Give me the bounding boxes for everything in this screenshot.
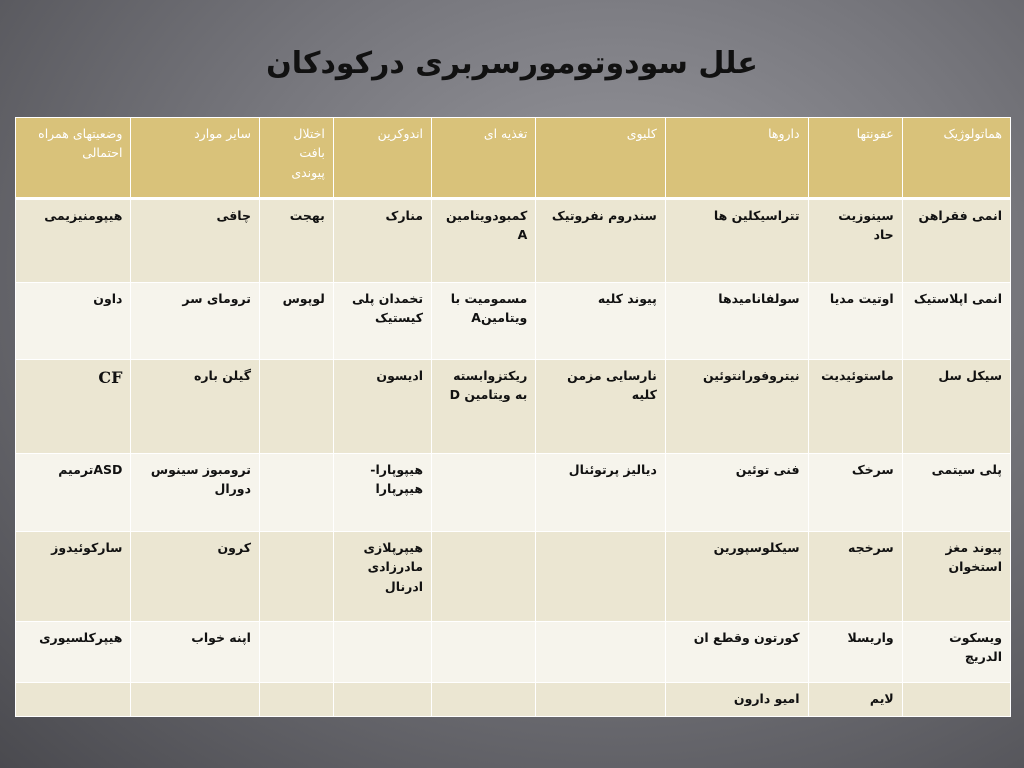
table-cell: پیوند کلیه	[536, 283, 666, 360]
table-cell: منارک	[333, 199, 431, 283]
causes-table-container	[15, 117, 1011, 716]
table-row	[16, 532, 1011, 622]
table-cell	[16, 683, 131, 717]
header-cell: اندوکرین	[333, 118, 431, 199]
table-cell	[536, 683, 666, 717]
table-cell	[259, 683, 333, 717]
slide-title: علل سودوتومورسربری درکودکان	[266, 46, 758, 81]
header-cell: وضعیتهای همراه احتمالی	[16, 118, 131, 199]
table-cell	[902, 683, 1010, 717]
table-cell: هیپرکلسیوری	[16, 622, 131, 683]
causes-table	[15, 117, 1011, 717]
table-cell: ASDترمیم	[16, 454, 131, 532]
table-cell: سندروم نفروتیک	[536, 199, 666, 283]
table-cell: سارکوئیدوز	[16, 532, 131, 622]
table-header-row	[16, 118, 1011, 199]
table-cell: داون	[16, 283, 131, 360]
table-cell: سیکلوسپورین	[665, 532, 808, 622]
table-cell	[259, 532, 333, 622]
table-cell: انمی اپلاستیک	[902, 283, 1010, 360]
table-cell: چاقی	[131, 199, 260, 283]
table-cell: فنی توئین	[665, 454, 808, 532]
table-cell: نارسایی مزمن کلیه	[536, 360, 666, 454]
table-cell: سرخک	[808, 454, 902, 532]
table-cell: سرخجه	[808, 532, 902, 622]
table-cell: لایم	[808, 683, 902, 717]
table-row	[16, 622, 1011, 683]
table-cell: گیلن باره	[131, 360, 260, 454]
table-cell: واریسلا	[808, 622, 902, 683]
table-cell	[432, 532, 536, 622]
table-cell: کمبودویتامین A	[432, 199, 536, 283]
table-cell: ادیسون	[333, 360, 431, 454]
table-cell: مسمومیت با ویتامینA	[432, 283, 536, 360]
header-cell: کلیوی	[536, 118, 666, 199]
table-cell: سیکل سل	[902, 360, 1010, 454]
cf-text: CF	[98, 368, 123, 387]
header-cell: هماتولوژیک	[902, 118, 1010, 199]
table-cell	[536, 532, 666, 622]
table-cell	[131, 683, 260, 717]
table-cell: هیپومنیزیمی	[16, 199, 131, 283]
table-cell	[259, 622, 333, 683]
table-cell: ماستوئیدیت	[808, 360, 902, 454]
table-cell	[536, 622, 666, 683]
table-cell: سینوزیت حاد	[808, 199, 902, 283]
table-cell	[16, 360, 131, 454]
table-cell: بهجت	[259, 199, 333, 283]
header-cell: سایر موارد	[131, 118, 260, 199]
table-cell	[432, 622, 536, 683]
table-cell: کورتون وقطع ان	[665, 622, 808, 683]
table-cell: امیو دارون	[665, 683, 808, 717]
table-cell	[333, 622, 431, 683]
table-cell	[333, 683, 431, 717]
table-cell	[259, 454, 333, 532]
table-cell: انمی فقراهن	[902, 199, 1010, 283]
header-cell: عفونتها	[808, 118, 902, 199]
table-row	[16, 283, 1011, 360]
table-cell	[432, 454, 536, 532]
table-cell: ریکتزوابسته به ویتامین D	[432, 360, 536, 454]
table-cell: پیوند مغز استخوان	[902, 532, 1010, 622]
table-cell: پلی سیتمی	[902, 454, 1010, 532]
table-cell: تتراسیکلین ها	[665, 199, 808, 283]
header-cell: داروها	[665, 118, 808, 199]
table-cell: سولفانامیدها	[665, 283, 808, 360]
table-cell: تخمدان پلی کیستیک	[333, 283, 431, 360]
table-row	[16, 454, 1011, 532]
table-cell: هیپرپلازی مادرزادی ادرنال	[333, 532, 431, 622]
table-cell: لوپوس	[259, 283, 333, 360]
table-cell	[432, 683, 536, 717]
header-cell: تغذیه ای	[432, 118, 536, 199]
table-cell: هیپوپارا- هیپرپارا	[333, 454, 431, 532]
table-cell: اوتیت مدیا	[808, 283, 902, 360]
table-cell: اپنه خواب	[131, 622, 260, 683]
table-row	[16, 199, 1011, 283]
table-cell: ترومبوز سینوس دورال	[131, 454, 260, 532]
header-cell: اختلال بافت پیوندی	[259, 118, 333, 199]
table-cell: کرون	[131, 532, 260, 622]
table-cell: دیالیز پرتوئنال	[536, 454, 666, 532]
table-row	[16, 360, 1011, 454]
table-cell: ویسکوت الدریچ	[902, 622, 1010, 683]
table-cell: نیتروفورانتوئین	[665, 360, 808, 454]
table-cell	[259, 360, 333, 454]
table-cell: ترومای سر	[131, 283, 260, 360]
table-row	[16, 683, 1011, 717]
